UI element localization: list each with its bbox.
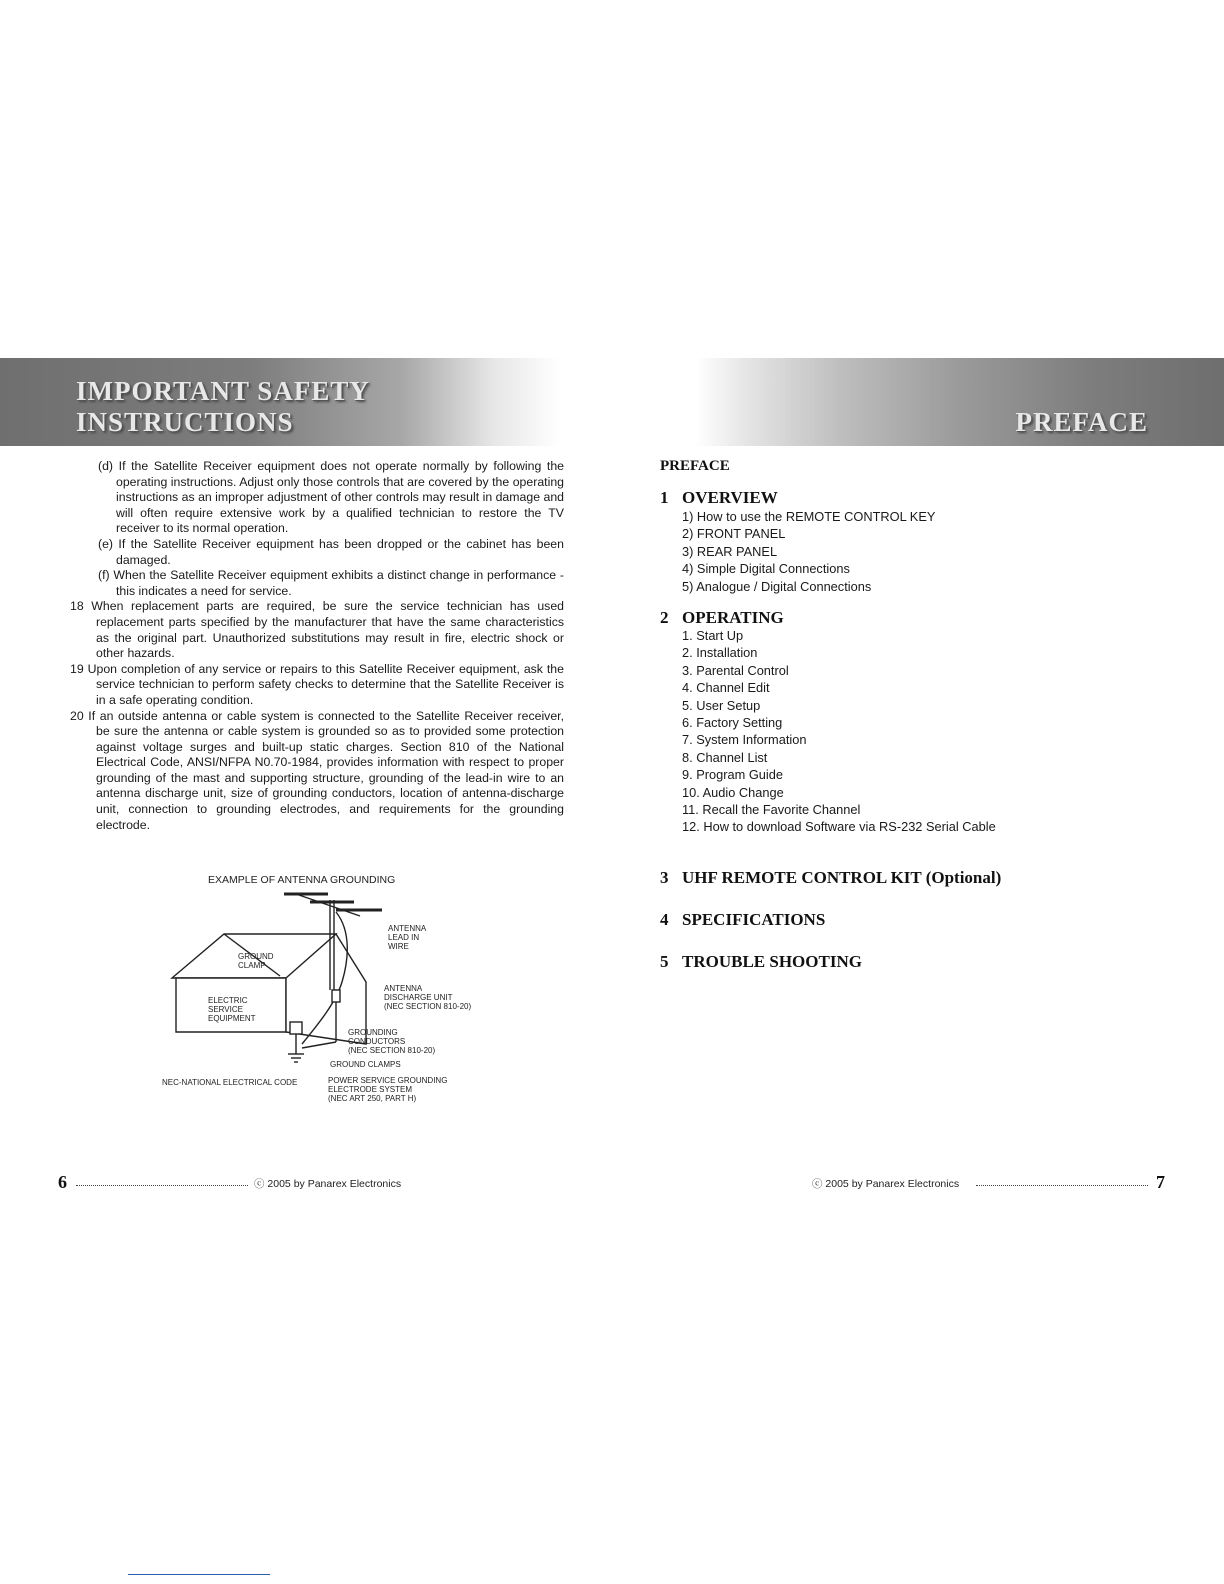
list-item: 12. How to download Software via RS-232 Serial Cable — [682, 819, 996, 835]
footer-dots-right — [976, 1185, 1148, 1186]
list-item: 5) Analogue / Digital Connections — [682, 578, 872, 594]
safety-banner — [0, 358, 560, 446]
list-item: 3) REAR PANEL — [682, 543, 778, 559]
label-grounding-conductors: GROUNDING CONDUCTORS (NEC SECTION 810-20) — [348, 1028, 436, 1055]
section-number: 1 — [660, 488, 669, 507]
page-number-right: 7 — [1156, 1172, 1165, 1192]
page-number-left: 6 — [58, 1172, 67, 1192]
list-item: 7. System Information — [682, 732, 807, 748]
list-item: 3. Parental Control — [682, 662, 789, 678]
safety-item-18: 18 When replacement parts are required, be sure the service technician has used replacement parts specified by the manufacturer that have the same characteristics as the original part. Unauthorized substitutions may result in fire, electric shock or other hazards. — [70, 599, 564, 661]
list-item: 4. Channel Edit — [682, 680, 770, 696]
antenna-grounding-diagram — [160, 872, 480, 1112]
footer-copyright-right: ⓒ 2005 by Panarex Electronics — [812, 1178, 960, 1190]
safety-item-e: (e) If the Satellite Receiver equipment has been dropped or the cabinet has been damaged. — [98, 536, 564, 567]
label-ground-clamps: GROUND CLAMPS — [330, 1060, 401, 1069]
label-antenna-lead: ANTENNA LEAD IN WIRE — [388, 924, 427, 951]
section-specifications — [660, 910, 825, 930]
list-item: 4) Simple Digital Connections — [682, 561, 850, 577]
list-item: 8. Channel List — [682, 749, 768, 765]
safety-instructions — [70, 459, 564, 833]
list-item: 9. Program Guide — [682, 767, 784, 783]
safety-item-20: 20 If an outside antenna or cable system is connected to the Satellite Receiver receiver, be sure the antenna or cable system is grounded so as to provided some protection against voltage surges and built-up static charges. Section 810 of the National Electrical Code, ANSI/NFPA N0.70-1984, provides information with respect to proper grounding of the mast and supporting structure, grounding of the lead-in wire to an antenna discharge unit, size of grounding conductors, location of antenna-discharge unit, connection to grounding electrodes, and requirements for the grounding electrode. — [70, 708, 564, 832]
list-item: 2) FRONT PANEL — [682, 526, 786, 542]
safety-title: IMPORTANT SAFETY INSTRUCTIONS — [76, 376, 369, 437]
list-item: 5. User Setup — [682, 697, 761, 713]
section-uhf-remote — [660, 868, 1001, 888]
section-operating — [660, 608, 784, 628]
list-item: 10. Audio Change — [682, 784, 784, 800]
list-item: 11. Recall the Favorite Channel — [682, 802, 861, 818]
section-trouble-shooting — [660, 952, 862, 972]
label-discharge-unit: ANTENNA DISCHARGE UNIT (NEC SECTION 810-20) — [384, 984, 472, 1011]
list-item: 6. Factory Setting — [682, 715, 783, 731]
section-number: 4 — [660, 910, 669, 929]
safety-item-f: (f) When the Satellite Receiver equipment exhibits a distinct change in performance - this indicates a need for service. — [98, 568, 564, 598]
label-electric-service: ELECTRIC SERVICE EQUIPMENT — [208, 996, 256, 1023]
section-title: OPERATING — [682, 608, 784, 627]
overview-list — [682, 508, 935, 595]
list-item: 1) How to use the REMOTE CONTROL KEY — [682, 509, 936, 524]
bottom-link-underline — [128, 1574, 270, 1575]
list-item: 1. Start Up — [682, 628, 744, 643]
safety-item-19: 19 Upon completion of any service or repairs to this Satellite Receiver equipment, ask the service technician to perform safety checks to determine that the Satellite Receiver is in a safe operating condition. — [70, 661, 564, 707]
preface-banner-title: PREFACE — [1015, 407, 1148, 437]
footer-dots-left — [76, 1185, 248, 1186]
label-ground-clamp: GROUND CLAMP — [238, 952, 274, 970]
preface-heading: PREFACE — [660, 458, 730, 474]
section-number: 5 — [660, 952, 669, 971]
diagram-title: EXAMPLE OF ANTENNA GROUNDING — [208, 874, 396, 886]
operating-list — [682, 627, 996, 836]
section-title: SPECIFICATIONS — [682, 910, 826, 929]
label-nec-code: NEC-NATIONAL ELECTRICAL CODE — [162, 1078, 298, 1087]
section-overview — [660, 488, 778, 508]
preface-banner — [696, 358, 1224, 446]
section-title: OVERVIEW — [682, 488, 778, 507]
safety-item-d: (d) If the Satellite Receiver equipment does not operate normally by following the operating instructions. Adjust only those controls that are covered by the operating instructions as an improper adjustment of other controls may result in damage and will often require extensive work by a qualified technician to restore the TV receiver to its normal operation. — [98, 459, 564, 536]
footer-copyright-left: ⓒ 2005 by Panarex Electronics — [254, 1178, 402, 1190]
list-item: 2. Installation — [682, 645, 758, 661]
section-number: 2 — [660, 608, 669, 627]
section-title: UHF REMOTE CONTROL KIT (Optional) — [682, 868, 1002, 887]
label-power-service: POWER SERVICE GROUNDING ELECTRODE SYSTEM (NEC ART 250, PART H) — [328, 1076, 448, 1103]
section-number: 3 — [660, 868, 669, 887]
section-title: TROUBLE SHOOTING — [682, 952, 862, 971]
